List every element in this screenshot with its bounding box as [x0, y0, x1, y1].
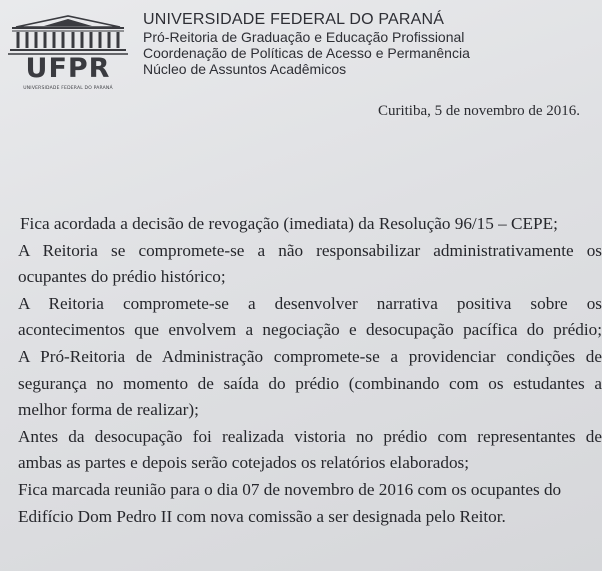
logo-subtitle: UNIVERSIDADE FEDERAL DO PARANÁ: [23, 86, 113, 91]
letterhead: [143, 11, 470, 77]
body-line: Fica acordada a decisão de revogação (imediata) da Resolução 96/15 – CEPE;: [20, 214, 558, 233]
body-line: segurança no momento de saída do prédio (combinando com os estudantes a: [18, 373, 602, 393]
body-line: acontecimentos que envolvem a negociação e desocupação pacífica do prédio;: [18, 320, 602, 340]
body-line: A Reitoria compromete-se a desenvolver narrativa positiva sobre os: [18, 293, 602, 313]
logo-wordmark: UFPR: [25, 53, 111, 84]
body-line: ambas as partes e depois serão cotejados os relatórios elaborados;: [18, 453, 470, 473]
document-date: Curitiba, 5 de novembro de 2016.: [377, 103, 580, 119]
body-line: Fica marcada reunião para o dia 07 de novembro de 2016 com os ocupantes do: [18, 479, 562, 499]
body-line: melhor forma de realizar);: [18, 400, 199, 420]
body-line: ocupantes do prédio histórico;: [18, 267, 226, 287]
letterhead-line-2: Coordenação de Políticas de Acesso e Permanência: [143, 45, 470, 61]
document-body: [18, 211, 602, 530]
body-line: Edifício Dom Pedro II com nova comissão a ser designada pelo Reitor.: [18, 506, 506, 526]
letterhead-line-3: Núcleo de Assuntos Acadêmicos: [143, 61, 347, 77]
body-line: A Pró-Reitoria de Administração compromete-se a providenciar condições de: [18, 346, 602, 366]
building-icon: [6, 14, 130, 58]
letterhead-line-1: Pró-Reitoria de Graduação e Educação Profissional: [143, 29, 465, 45]
body-line: A Reitoria se compromete-se a não responsabilizar administrativamente os: [18, 240, 602, 260]
body-line: Antes da desocupação foi realizada vistoria no prédio com representantes de: [18, 426, 602, 446]
ufpr-logo: [6, 14, 130, 91]
university-name: UNIVERSIDADE FEDERAL DO PARANÁ: [143, 11, 445, 28]
